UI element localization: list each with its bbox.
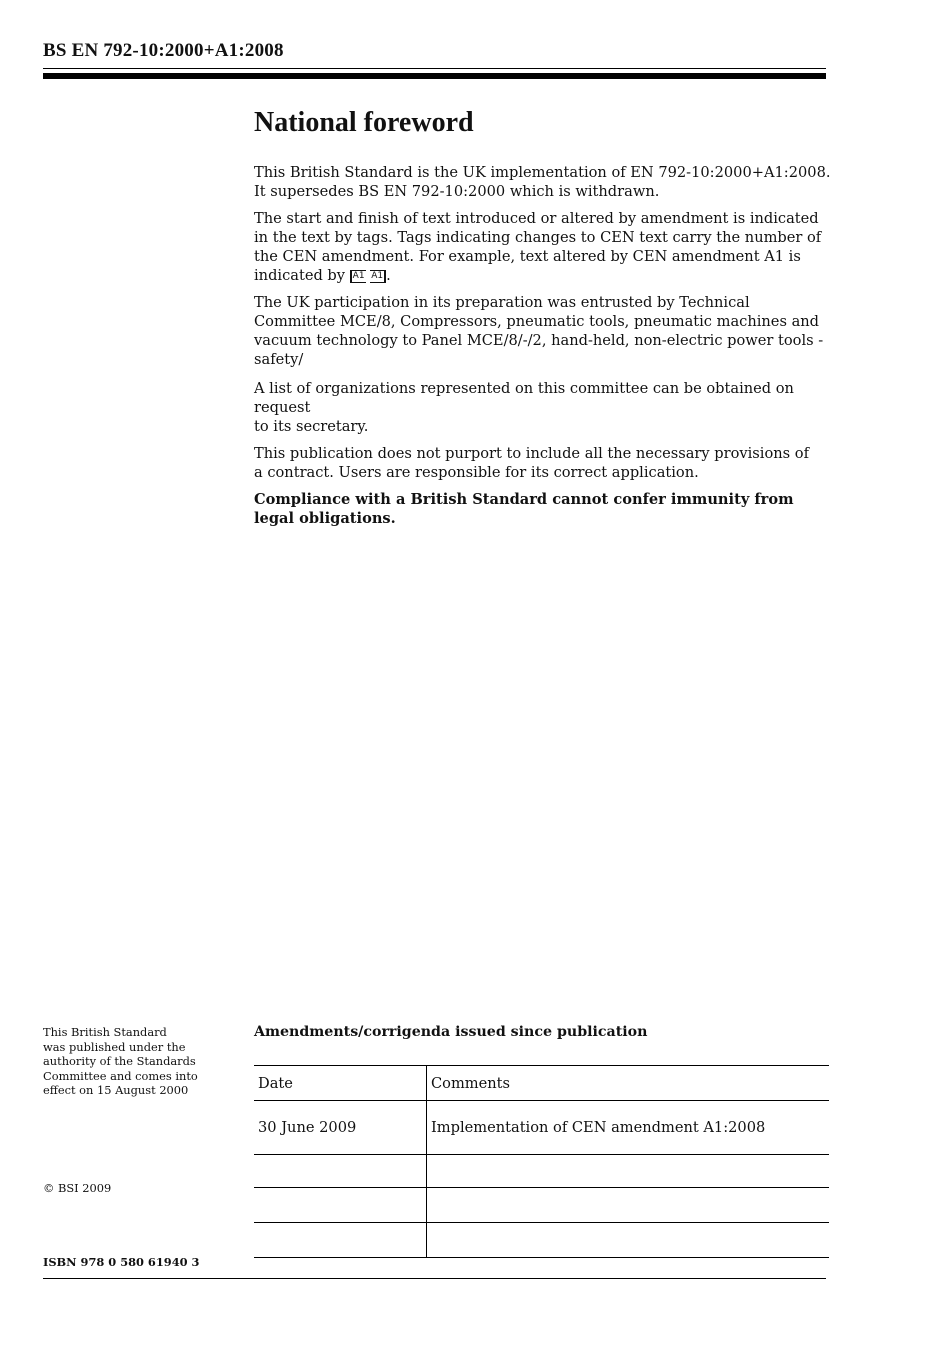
row-comments [427, 1155, 830, 1188]
column-header-date: Date [254, 1066, 427, 1101]
row-comments [427, 1223, 830, 1258]
footer-rule [43, 1278, 826, 1279]
column-header-comments: Comments [427, 1066, 830, 1101]
paragraph-amendment-tags [254, 209, 844, 285]
row-date [254, 1223, 427, 1258]
table-row [254, 1155, 829, 1188]
table-row [254, 1223, 829, 1258]
table-row [254, 1101, 829, 1155]
header-rule-thick [43, 73, 826, 79]
table-header-row [254, 1066, 829, 1101]
paragraph-implementation: This British Standard is the UK implementation of EN 792-10:2000+A1:2008. It supersedes BS EN 792-10:2000 which is withdrawn. [254, 164, 831, 200]
paragraph-provisions: This publication does not purport to include all the necessary provisions of a contract. Users are responsible for its correct application. [254, 445, 809, 481]
paragraph-participation: The UK participation in its preparation was entrusted by Technical Committee MCE/8, Compressors, pneumatic tools, pneumatic machines and vacuum technology to Panel MCE/8/-/2, hand-held, non-electric power tools - safety/ [254, 294, 824, 368]
row-date [254, 1155, 427, 1188]
table-row [254, 1188, 829, 1223]
paragraph-organizations: A list of organizations represented on this committee can be obtained on request to its secretary. [254, 380, 794, 435]
amendments-title: Amendments/corrigenda issued since publication [254, 1024, 648, 1040]
amendment-close-tag-icon: A1 [370, 270, 386, 283]
amendments-table [254, 1065, 829, 1258]
isbn: ISBN 978 0 580 61940 3 [43, 1255, 200, 1269]
row-date [254, 1188, 427, 1223]
page-title: National foreword [254, 107, 474, 138]
row-comments [427, 1188, 830, 1223]
publication-note: This British Standard was published under the authority of the Standards Committee and comes into effect on 15 August 2000 [43, 1025, 198, 1097]
row-date: 30 June 2009 [254, 1101, 427, 1155]
document-id: BS EN 792-10:2000+A1:2008 [43, 40, 284, 61]
foreword-body [254, 163, 844, 536]
amendment-open-tag-icon: A1 [350, 270, 366, 283]
row-comments: Implementation of CEN amendment A1:2008 [427, 1101, 830, 1155]
paragraph-amendment-end: . [386, 267, 391, 284]
paragraph-amendment-text: The start and finish of text introduced or altered by amendment is indicated in the text by tags. Tags indicating changes to CEN text carry the number of the CEN amendment. For example, text altered by CEN amendment A1 is indicated by [254, 210, 822, 284]
paragraph-compliance: Compliance with a British Standard cannot confer immunity from legal obligations. [254, 491, 794, 527]
copyright: © BSI 2009 [43, 1181, 112, 1195]
header-rule-thin [43, 68, 826, 69]
